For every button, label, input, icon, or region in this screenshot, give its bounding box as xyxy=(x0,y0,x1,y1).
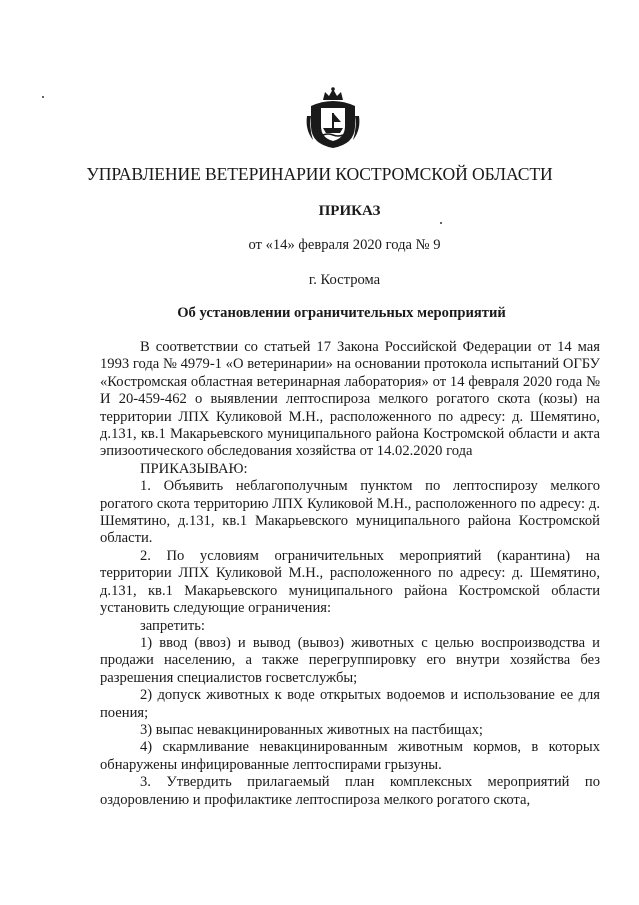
document-type: ПРИКАЗ xyxy=(318,203,381,219)
scan-speck xyxy=(42,96,44,98)
document-city: г. Кострома xyxy=(308,272,381,288)
order-item-3: 3. Утвердить прилагаемый план комплексных мероприятий по оздоровлению и профилактике лептоспироза мелкого рогатого скота, xyxy=(100,774,600,808)
preamble-paragraph: В соответствии со статьей 17 Закона Российской Федерации от 14 мая 1993 года № 4979-1 «О ветеринарии» на основании протокола испытаний ОГБУ «Костромская областная ветеринарная лаборатория» от 14 февраля 2020 года № И 20-459-462 о выявлении лептоспироза мелкого рогатого скота (козы) на территории ЛПХ Куликовой М.Н., расположенного по адресу: д. Шемятино, д.131, кв.1 Макарьевского муниципального района Костромской области и акта эпизоотического обследования хозяйства от 14.02.2020 года xyxy=(100,339,600,460)
restriction-item-1: 1) ввод (ввоз) и вывод (вывоз) животных с целью воспроизводства и продажи населению, а также перегруппировку его внутри хозяйства без разрешения специалистов госветслужбы; xyxy=(100,634,600,686)
scan-speck xyxy=(440,222,442,224)
restriction-item-3: 3) выпас невакцинированных животных на пастбищах; xyxy=(140,721,483,738)
order-item-2: 2. По условиям ограничительных мероприятий (карантина) на территории ЛПХ Куликовой М.Н., расположенного по адресу: д. Шемятино, д.131, кв.1 Макарьевского муниципального района Костромской области установить следующие ограничения: xyxy=(100,547,600,617)
restriction-item-4: 4) скармливание невакцинированным животным кормов, в которых обнаружены инфицированные лептоспирами грызуны. xyxy=(100,739,600,773)
order-item-1: 1. Объявить неблагополучным пунктом по лептоспирозу мелкого рогатого скота территорию ЛПХ Куликовой М.Н., расположенного по адресу: д. Шемятино, д.131, кв.1 Макарьевского муниципального района Костромской области. xyxy=(100,478,600,547)
agency-name: УПРАВЛЕНИЕ ВЕТЕРИНАРИИ КОСТРОМСКОЙ ОБЛАСТИ xyxy=(86,164,553,184)
document-subject: Об установлении ограничительных мероприятий xyxy=(177,305,506,321)
document-body xyxy=(100,339,600,809)
prohibit-heading: запретить: xyxy=(140,617,205,634)
document-date-number: от «14» февраля 2020 года № 9 xyxy=(248,237,441,253)
restriction-item-2: 2) допуск животных к воде открытых водоемов и использование ее для поения; xyxy=(100,687,600,721)
order-word: ПРИКАЗЫВАЮ: xyxy=(140,460,248,477)
coat-of-arms-icon xyxy=(303,86,363,150)
